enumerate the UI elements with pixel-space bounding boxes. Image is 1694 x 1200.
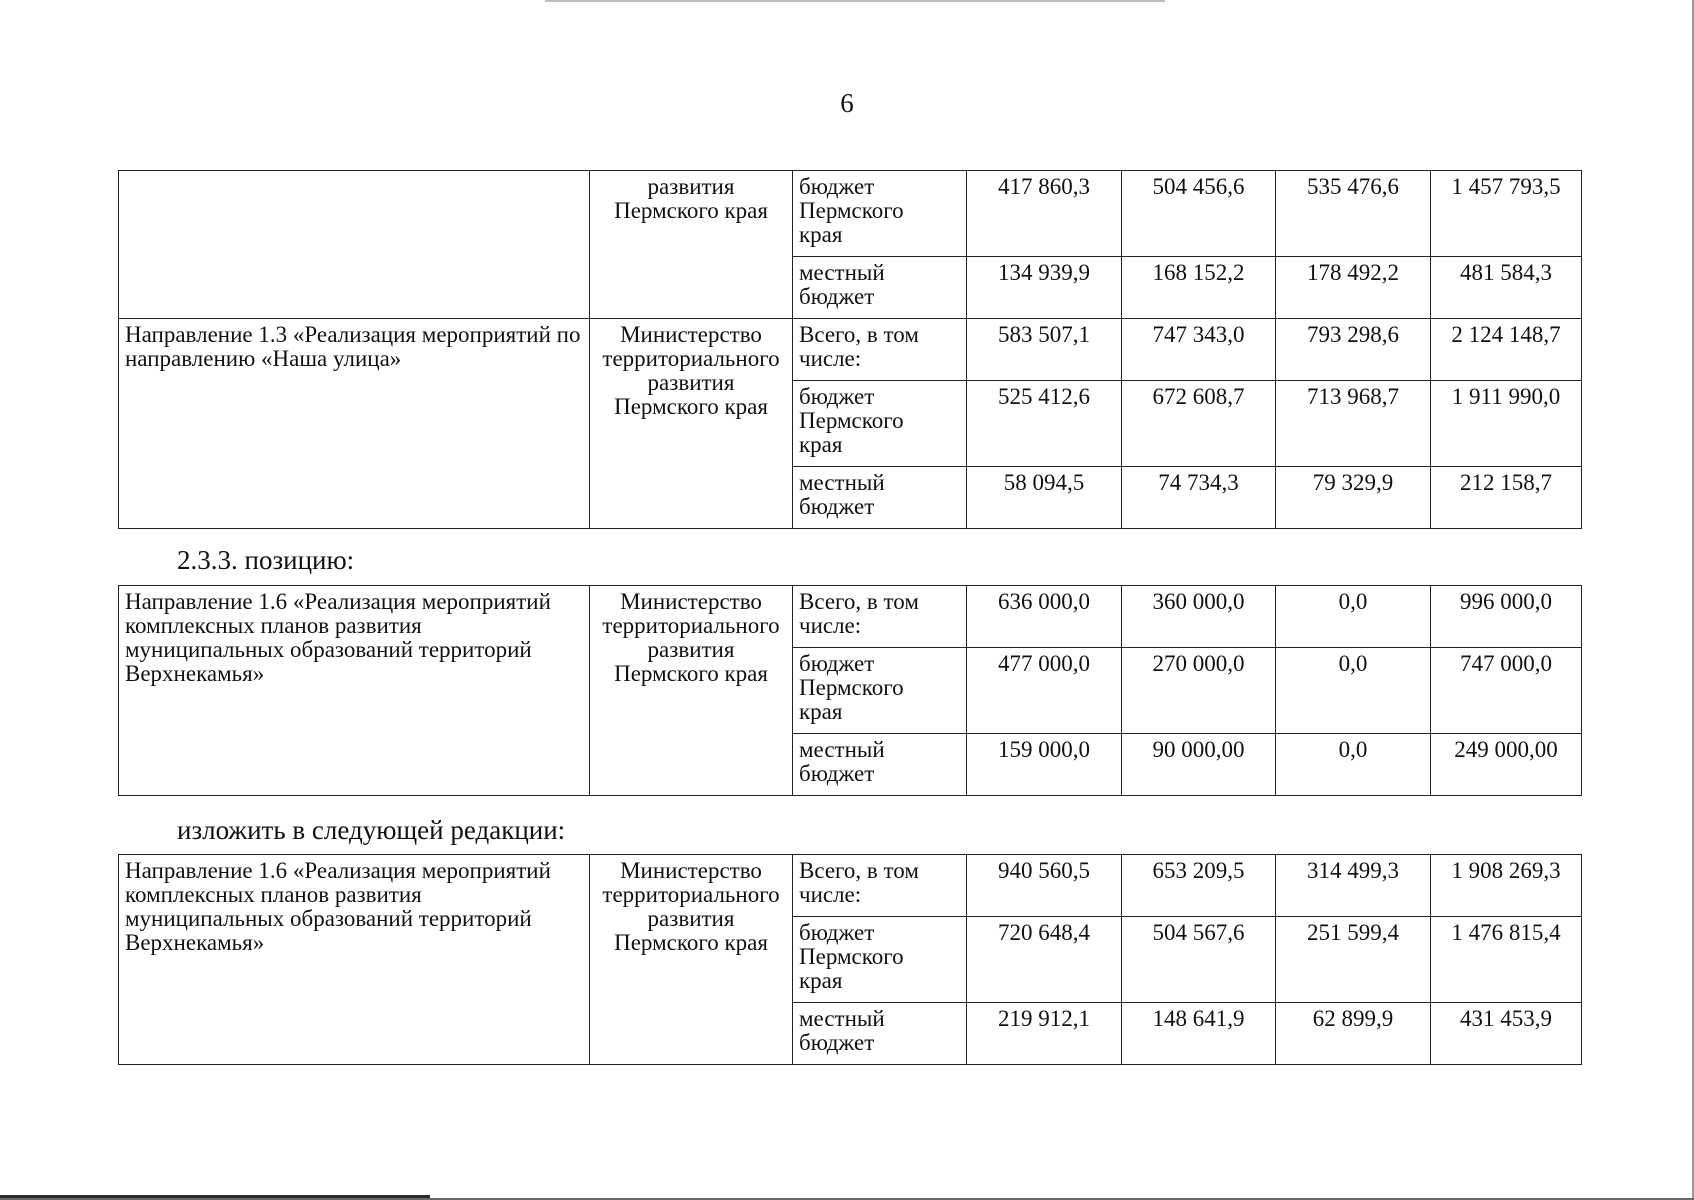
value-cell-3: 793 298,6 xyxy=(1276,319,1431,381)
value-cell-2: 504 567,6 xyxy=(1122,917,1276,1003)
value-cell-1: 134 939,9 xyxy=(967,257,1122,319)
ministry-cell: Министерство территориального развития Пермского края xyxy=(590,319,793,529)
ministry-cell: Министерство территориального развития Пермского края xyxy=(590,855,793,1065)
value-cell-3: 79 329,9 xyxy=(1276,467,1431,529)
value-cell-total: 2 124 148,7 xyxy=(1431,319,1582,381)
funding-source-cell: Всего, в том числе: xyxy=(793,855,967,917)
value-cell-total: 1 908 269,3 xyxy=(1431,855,1582,917)
value-cell-3: 251 599,4 xyxy=(1276,917,1431,1003)
value-cell-1: 417 860,3 xyxy=(967,171,1122,257)
value-cell-1: 583 507,1 xyxy=(967,319,1122,381)
direction-cell: Направление 1.6 «Реализация мероприятий комплексных планов развития муниципальных образований территорий Верхнекамья» xyxy=(119,586,590,796)
value-cell-1: 159 000,0 xyxy=(967,734,1122,796)
funding-source-cell: бюджет Пермского края xyxy=(793,381,967,467)
value-cell-1: 940 560,5 xyxy=(967,855,1122,917)
funding-source-cell: Всего, в том числе: xyxy=(793,319,967,381)
value-cell-3: 62 899,9 xyxy=(1276,1003,1431,1065)
value-cell-total: 481 584,3 xyxy=(1431,257,1582,319)
bottom-scan-edge-dark xyxy=(0,1195,430,1198)
value-cell-1: 525 412,6 xyxy=(967,381,1122,467)
budget-table-new xyxy=(118,854,1582,1065)
table-row xyxy=(119,586,1582,648)
value-cell-total: 1 911 990,0 xyxy=(1431,381,1582,467)
value-cell-2: 672 608,7 xyxy=(1122,381,1276,467)
value-cell-total: 431 453,9 xyxy=(1431,1003,1582,1065)
value-cell-total: 249 000,00 xyxy=(1431,734,1582,796)
value-cell-3: 314 499,3 xyxy=(1276,855,1431,917)
section-heading-position: 2.3.3. позицию: xyxy=(177,545,355,575)
value-cell-3: 0,0 xyxy=(1276,734,1431,796)
value-cell-2: 148 641,9 xyxy=(1122,1003,1276,1065)
budget-table-continuation xyxy=(118,170,1582,529)
value-cell-1: 219 912,1 xyxy=(967,1003,1122,1065)
ministry-cell: развития Пермского края xyxy=(590,171,793,319)
budget-table-current xyxy=(118,585,1582,796)
direction-cell: Направление 1.3 «Реализация мероприятий по направлению «Наша улица» xyxy=(119,319,590,529)
section-heading-restate: изложить в следующей редакции: xyxy=(177,815,566,845)
value-cell-1: 477 000,0 xyxy=(967,648,1122,734)
funding-source-cell: бюджет Пермского края xyxy=(793,917,967,1003)
value-cell-2: 504 456,6 xyxy=(1122,171,1276,257)
value-cell-2: 168 152,2 xyxy=(1122,257,1276,319)
funding-source-cell: местный бюджет xyxy=(793,734,967,796)
value-cell-2: 90 000,00 xyxy=(1122,734,1276,796)
value-cell-total: 1 457 793,5 xyxy=(1431,171,1582,257)
funding-source-cell: Всего, в том числе: xyxy=(793,586,967,648)
value-cell-1: 720 648,4 xyxy=(967,917,1122,1003)
value-cell-total: 1 476 815,4 xyxy=(1431,917,1582,1003)
value-cell-3: 535 476,6 xyxy=(1276,171,1431,257)
value-cell-3: 713 968,7 xyxy=(1276,381,1431,467)
funding-source-cell: местный бюджет xyxy=(793,467,967,529)
ministry-cell: Министерство территориального развития Пермского края xyxy=(590,586,793,796)
funding-source-cell: местный бюджет xyxy=(793,257,967,319)
value-cell-total: 996 000,0 xyxy=(1431,586,1582,648)
top-scan-edge xyxy=(545,0,1165,2)
table-row xyxy=(119,171,1582,257)
table-row xyxy=(119,855,1582,917)
value-cell-3: 0,0 xyxy=(1276,648,1431,734)
funding-source-cell: бюджет Пермского края xyxy=(793,648,967,734)
value-cell-total: 747 000,0 xyxy=(1431,648,1582,734)
value-cell-2: 270 000,0 xyxy=(1122,648,1276,734)
value-cell-3: 0,0 xyxy=(1276,586,1431,648)
funding-source-cell: местный бюджет xyxy=(793,1003,967,1065)
value-cell-2: 360 000,0 xyxy=(1122,586,1276,648)
page-number: 6 xyxy=(840,88,854,118)
funding-source-cell: бюджет Пермского края xyxy=(793,171,967,257)
value-cell-3: 178 492,2 xyxy=(1276,257,1431,319)
table-row xyxy=(119,319,1582,381)
value-cell-2: 653 209,5 xyxy=(1122,855,1276,917)
value-cell-2: 747 343,0 xyxy=(1122,319,1276,381)
value-cell-1: 58 094,5 xyxy=(967,467,1122,529)
direction-cell xyxy=(119,171,590,319)
direction-cell: Направление 1.6 «Реализация мероприятий комплексных планов развития муниципальных образований территорий Верхнекамья» xyxy=(119,855,590,1065)
value-cell-1: 636 000,0 xyxy=(967,586,1122,648)
value-cell-2: 74 734,3 xyxy=(1122,467,1276,529)
value-cell-total: 212 158,7 xyxy=(1431,467,1582,529)
